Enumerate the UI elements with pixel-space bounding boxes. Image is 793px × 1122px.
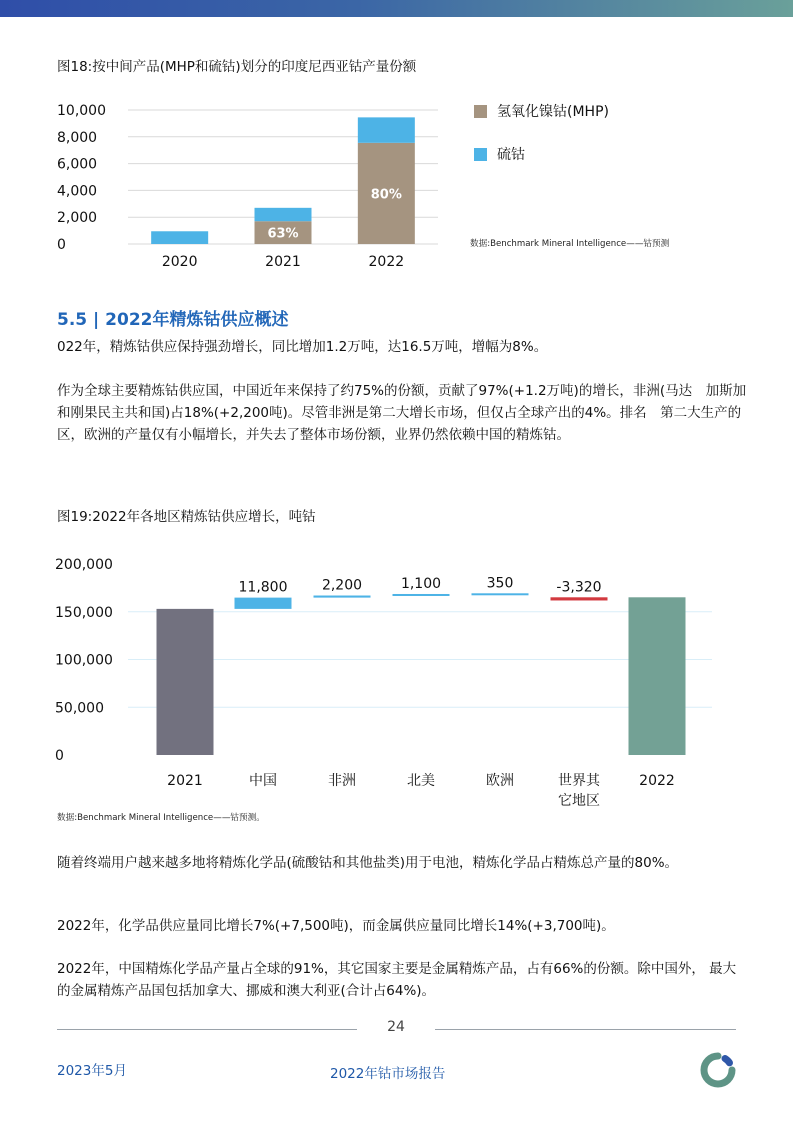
- footer-report-title: 2022年钴市场报告: [330, 1066, 446, 1082]
- x-tick-label: 2022: [368, 254, 405, 270]
- y-tick-label: 6,000: [57, 156, 98, 173]
- bar-sulfide: [255, 208, 312, 221]
- bar-2021: [157, 609, 214, 755]
- paragraph-3: 随着终端用户越来越多地将精炼化学品(硫酸钴和其他盐类)用于电池，精炼化学品占精炼总产量的80%。: [57, 855, 679, 871]
- bar-value-label: 350: [486, 575, 514, 592]
- bar-increase: [393, 594, 450, 596]
- y-tick-label: 10,000: [57, 103, 106, 119]
- figure-18-source: 数据:Benchmark Mineral Intelligence——钴预测: [470, 239, 670, 249]
- paragraph-1: 022年，精炼钴供应保持强劲增长，同比增加1.2万吨，达16.5万吨，增幅为8%。: [57, 339, 548, 355]
- bar-sulfide: [151, 231, 208, 244]
- y-tick-label: 200,000: [55, 557, 113, 573]
- y-tick-label: 2,000: [57, 210, 98, 227]
- bar-value-label: 11,800: [238, 579, 288, 596]
- section-heading: 5.5 | 2022年精炼钴供应概述: [57, 310, 289, 330]
- page-number: 24: [387, 1019, 405, 1035]
- figure-19-title: 图19:2022年各地区精炼钴供应增长，吨钴: [57, 509, 316, 525]
- paragraph-4: 2022年，化学品供应量同比增长7%(+7,500吨)，而金属供应量同比增长14%(+3,700吨)。: [57, 918, 615, 934]
- y-tick-label: 150,000: [55, 604, 113, 621]
- figure-18-title: 图18:按中间产品(MHP和硫钴)划分的印度尼西亚钴产量份额: [57, 59, 417, 75]
- bar-2022: [629, 597, 686, 755]
- y-tick-label: 0: [55, 748, 64, 764]
- legend-label-sulfide: 硫钴: [497, 147, 525, 163]
- bar-value-label: 2,200: [321, 577, 363, 594]
- y-tick-label: 100,000: [55, 652, 113, 669]
- bar-data-label: 80%: [370, 187, 402, 203]
- legend-label-mhp: 氢氧化镍钴(MHP): [497, 104, 609, 120]
- figure-19-source: 数据:Benchmark Mineral Intelligence——钴预测。: [57, 813, 265, 823]
- bar-increase: [235, 598, 292, 609]
- bar-value-label: -3,320: [556, 579, 602, 596]
- bar-decrease: [551, 597, 608, 600]
- x-tick-label: 北美: [407, 773, 435, 789]
- footer-date: 2023年5月: [57, 1063, 127, 1079]
- x-tick-label: 中国: [249, 773, 277, 789]
- paragraph-5: 2022年，中国精炼化学品产量占全球的91%，其它国家主要是金属精炼产品，占有66%的份额。除中国外， 最大的金属精炼产品国包括加拿大、挪威和澳大利亚(合计占64%)。: [57, 961, 737, 999]
- x-tick-label: 它地区: [558, 793, 600, 809]
- x-tick-label: 2021: [167, 773, 203, 789]
- bar-data-label: 63%: [267, 226, 299, 242]
- x-tick-label: 2022: [639, 773, 675, 789]
- footer-divider-right: [435, 1029, 736, 1030]
- figure-19-chart: [0, 540, 793, 820]
- figure-18-chart: [0, 0, 793, 280]
- bar-increase: [472, 593, 529, 595]
- x-tick-label: 欧洲: [486, 773, 514, 789]
- paragraph-2: 作为全球主要精炼钴供应国，中国近年来保持了约75%的份额，贡献了97%(+1.2万吨)的增长，非洲(马达 加斯加和刚果民主共和国)占18%(+2,200吨)。尽管非洲是第二大增长市场，但仅占全球产出的4%。排名 第二大生产的区，欧洲的产量仅有小幅增长，并失去了整体市场份额，业界仍然依赖中国的精炼钴。: [57, 383, 747, 443]
- cobalt-institute-logo-icon: [698, 1050, 738, 1090]
- x-tick-label: 非洲: [328, 773, 356, 789]
- bar-increase: [314, 596, 371, 598]
- x-tick-label: 世界其: [558, 773, 600, 789]
- legend-swatch-sulfide: [474, 148, 487, 161]
- bar-value-label: 1,100: [400, 575, 442, 592]
- legend-swatch-mhp: [474, 105, 487, 118]
- y-tick-label: 8,000: [57, 129, 98, 146]
- y-tick-label: 0: [57, 237, 66, 253]
- y-tick-label: 4,000: [57, 183, 98, 200]
- footer-divider-left: [57, 1029, 357, 1030]
- y-tick-label: 50,000: [55, 700, 104, 717]
- bar-sulfide: [358, 117, 415, 142]
- x-tick-label: 2020: [161, 254, 198, 270]
- x-tick-label: 2021: [265, 254, 301, 270]
